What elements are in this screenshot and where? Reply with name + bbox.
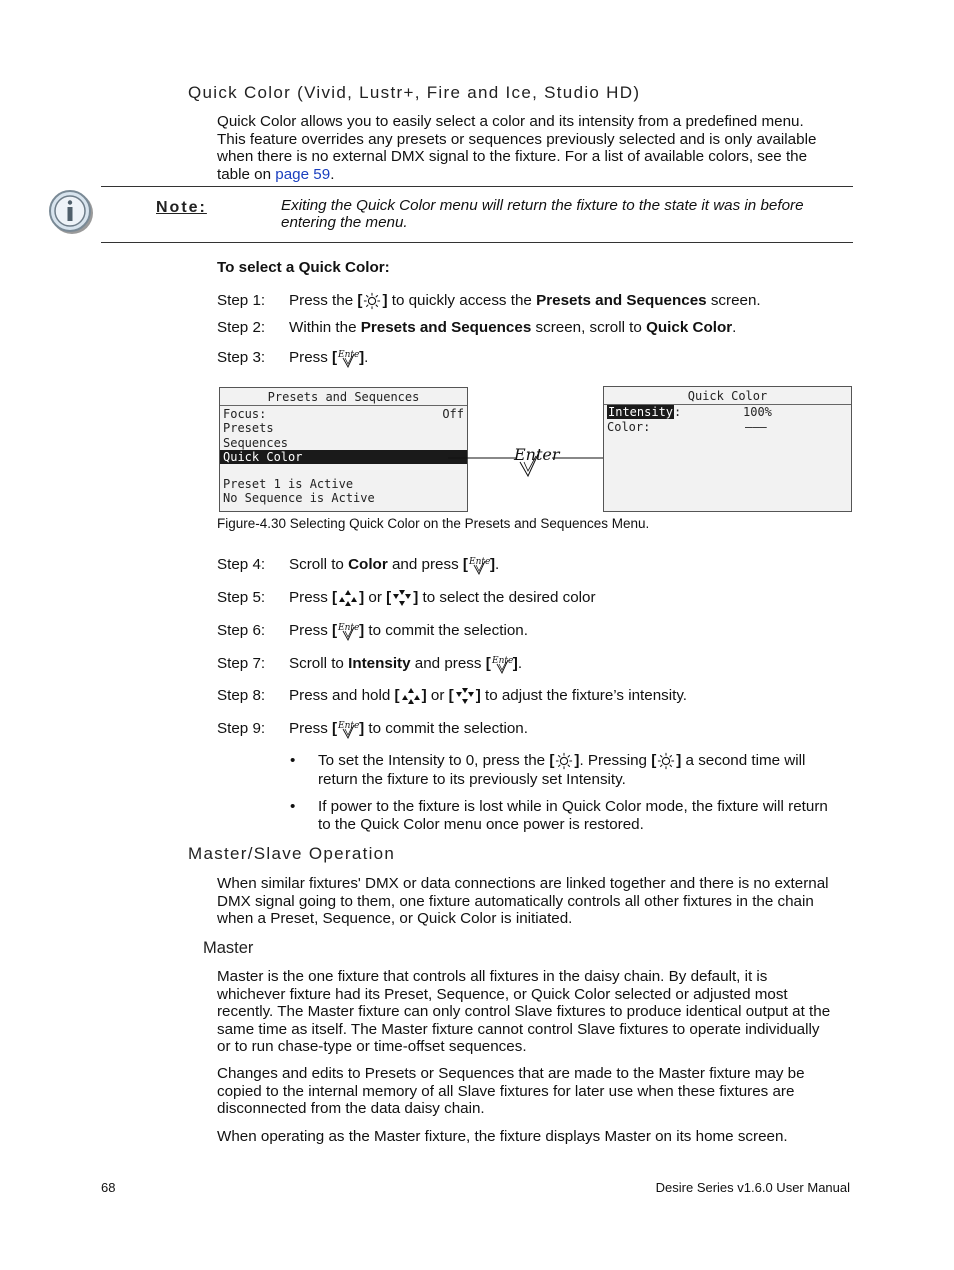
bullet-intensity-zero: [318, 752, 858, 789]
note-label: Note:: [156, 199, 207, 216]
bullet-mark: •: [290, 798, 296, 815]
step-text: screen.: [706, 292, 761, 310]
text-line: [217, 166, 853, 184]
manual-title: Desire Series v1.6.0 User Manual: [655, 1180, 850, 1195]
text-line: DMX signal going to them, one fixture automatically controls all other fixtures in the chain: [217, 892, 814, 910]
lcd-title: Presets and Sequences: [267, 390, 420, 404]
scroll-down-key-icon: [454, 686, 476, 706]
lcd-value: Off: [442, 407, 464, 421]
text-line: same time as itself. The Master fixture cannot control Slave fixtures to operate individually: [217, 1020, 820, 1038]
note-top-rule: [101, 186, 853, 187]
text-line: entering the menu.: [281, 213, 408, 231]
step-bold: Quick Color: [646, 319, 733, 336]
light-key-icon: [656, 752, 676, 770]
step-text: Press: [289, 720, 333, 738]
text-line: copied to the internal memory of all Slave fixtures for later use when these fixtures are: [217, 1082, 795, 1100]
step-text: and press: [387, 556, 463, 574]
step-4: Step 4: Scroll to Color and press [ ].: [217, 556, 500, 574]
text-fragment: table on: [217, 165, 276, 183]
text-line: This feature overrides any presets or sequences previously selected and is only available: [217, 130, 817, 148]
lcd-label: Focus:: [223, 407, 267, 421]
lcd-row-color: [607, 420, 848, 435]
step-1: Step 1: Press the [ ] to quickly access the Presets and Sequences screen.: [217, 292, 761, 310]
lcd-label-selected: Intensity: [608, 405, 674, 419]
step-text: .: [517, 655, 523, 673]
step-text: Scroll to: [289, 556, 349, 574]
step-text: Within the: [289, 319, 361, 336]
enter-key-label: Enter: [514, 445, 560, 464]
note-text: [281, 198, 851, 231]
step-text: Press: [289, 589, 333, 607]
lcd-quick-color: [603, 386, 852, 512]
step-6: Step 6: Press [ ] to commit the selection.: [217, 622, 528, 640]
step-bold: Color: [348, 556, 388, 574]
step-label: Step 1:: [217, 292, 266, 310]
enter-key-icon: [491, 654, 513, 674]
text-fragment: a second time will: [681, 752, 806, 770]
quick-color-intro: [217, 113, 853, 183]
step-text: to quickly access the: [387, 292, 537, 310]
text-line: Changes and edits to Presets or Sequences that are made to the Master fixture may be: [217, 1065, 805, 1082]
text-line: To set the Intensity to 0, press the [ ]. Pressing [ ] a second time will: [318, 752, 806, 770]
step-label: Step 4:: [217, 556, 266, 574]
text-fragment: . Pressing: [579, 752, 652, 770]
step-5: Step 5: Press [ ] or [ ] to select the desired color: [217, 589, 596, 607]
step-label: Step 6:: [217, 622, 266, 640]
lcd-row-intensity: [607, 405, 848, 420]
scroll-down-key-icon: [391, 588, 413, 608]
page-number: 68: [101, 1180, 116, 1195]
text-line: When similar fixtures' DMX or data connections are linked together and there is no external: [217, 875, 829, 892]
lcd-row-sequences: Sequences: [223, 436, 289, 450]
text-line: to the Quick Color menu once power is restored.: [318, 815, 644, 833]
step-text: screen, scroll to: [531, 319, 647, 336]
lcd-divider: [220, 405, 467, 406]
step-text: .: [732, 319, 737, 336]
step-label: Step 7:: [217, 655, 266, 673]
step-text: or: [426, 687, 449, 705]
info-icon: [47, 188, 95, 236]
subheading-master: Master: [203, 939, 254, 957]
text-line: when a Preset, Sequence, or Quick Color is initiated.: [217, 910, 573, 927]
step-text: .: [495, 556, 500, 574]
lcd-colon: :: [674, 405, 682, 419]
text-line: or to run chase-type or time-offset sequences.: [217, 1038, 527, 1055]
enter-arrow-connector: [448, 440, 608, 480]
lcd-row-presets: Presets: [223, 421, 274, 435]
lcd-value: ———: [745, 420, 767, 434]
section-heading-quick-color: Quick Color (Vivid, Lustr+, Fire and Ice, Studio HD): [188, 83, 641, 102]
figure-caption: Figure-4.30 Selecting Quick Color on the Presets and Sequences Menu.: [217, 516, 650, 531]
text-line: disconnected from the data daisy chain.: [217, 1100, 485, 1117]
bullet-power-loss: [318, 798, 858, 833]
step-text: Press the: [289, 292, 358, 310]
section-heading-master-slave: Master/Slave Operation: [188, 844, 396, 863]
master-paragraph-2: [217, 1065, 853, 1118]
page-link[interactable]: page 59: [275, 165, 331, 183]
step-text: Press: [289, 349, 333, 367]
lcd-presets-and-sequences: [219, 387, 468, 512]
step-text: Scroll to: [289, 655, 349, 673]
step-text: and press: [410, 655, 486, 673]
lcd-label: Color:: [607, 420, 651, 434]
step-label: Step 2:: [217, 319, 266, 336]
lcd-status-sequence: No Sequence is Active: [223, 491, 375, 505]
text-fragment: To set the Intensity to 0, press the: [318, 752, 550, 770]
master-slave-intro: [217, 875, 853, 928]
step-label: Step 5:: [217, 589, 266, 607]
step-text: Press and hold: [289, 687, 395, 705]
enter-key-icon: [468, 555, 490, 575]
step-text: to commit the selection.: [364, 622, 528, 640]
scroll-up-key-icon: [400, 686, 422, 706]
step-8: Step 8: Press and hold [ ] or [ ] to adjust the fixture’s intensity.: [217, 687, 688, 705]
note-bottom-rule: [101, 242, 853, 243]
step-7: Step 7: Scroll to Intensity and press [ ].: [217, 655, 523, 673]
lcd-status-preset: Preset 1 is Active: [223, 477, 354, 491]
light-key-icon: [554, 752, 574, 770]
text-line: whichever fixture had its Preset, Sequence, or Quick Color selected or adjusted most: [217, 985, 788, 1003]
master-paragraph-3: When operating as the Master fixture, the fixture displays Master on its home screen.: [217, 1128, 788, 1145]
step-label: Step 3:: [217, 349, 266, 367]
light-key-icon: [362, 292, 382, 310]
text-line: Exiting the Quick Color menu will return the fixture to the state it was in before: [281, 197, 804, 214]
scroll-up-key-icon: [337, 588, 359, 608]
lcd-row-quick-color-selected: Quick Color: [220, 450, 467, 464]
step-text: to adjust the fixture’s intensity.: [480, 687, 688, 705]
step-label: Step 8:: [217, 687, 266, 705]
step-9: Step 9: Press [ ] to commit the selection.: [217, 720, 528, 738]
step-label: Step 9:: [217, 720, 266, 738]
step-text: .: [364, 349, 369, 367]
text-line: return the fixture to its previously set Intensity.: [318, 771, 626, 788]
master-paragraph-1: [217, 968, 853, 1056]
step-bold: Presets and Sequences: [360, 319, 532, 336]
lcd-value: 100%: [743, 405, 772, 419]
step-text: Press: [289, 622, 333, 640]
text-line: when there is no external DMX signal to the fixture. For a list of available colors, see the: [217, 148, 808, 165]
enter-key-icon: [337, 348, 359, 368]
enter-key-icon: [337, 719, 359, 739]
step-text: to select the desired color: [418, 589, 596, 607]
bullet-mark: •: [290, 752, 296, 769]
step-text: to commit the selection.: [364, 720, 528, 738]
lcd-title: Quick Color: [687, 389, 768, 403]
step-2: [217, 319, 736, 336]
procedure-title: To select a Quick Color:: [217, 259, 390, 276]
text-line: If power to the fixture is lost while in Quick Color mode, the fixture will return: [318, 798, 828, 815]
step-bold: Intensity: [348, 655, 411, 673]
step-bold: Presets and Sequences: [536, 292, 707, 310]
text-line: Master is the one fixture that controls all fixtures in the daisy chain. By default, it is: [217, 968, 768, 985]
text-line: Quick Color allows you to easily select a color and its intensity from a predefined menu.: [217, 113, 804, 130]
enter-key-icon: [337, 621, 359, 641]
text-fragment: .: [330, 165, 335, 183]
step-3: Step 3: Press [ ].: [217, 349, 369, 367]
step-text: or: [364, 589, 387, 607]
lcd-row-focus: [223, 407, 464, 422]
text-line: recently. The Master fixture can only control Slave fixtures to produce identical output at the: [217, 1003, 831, 1020]
